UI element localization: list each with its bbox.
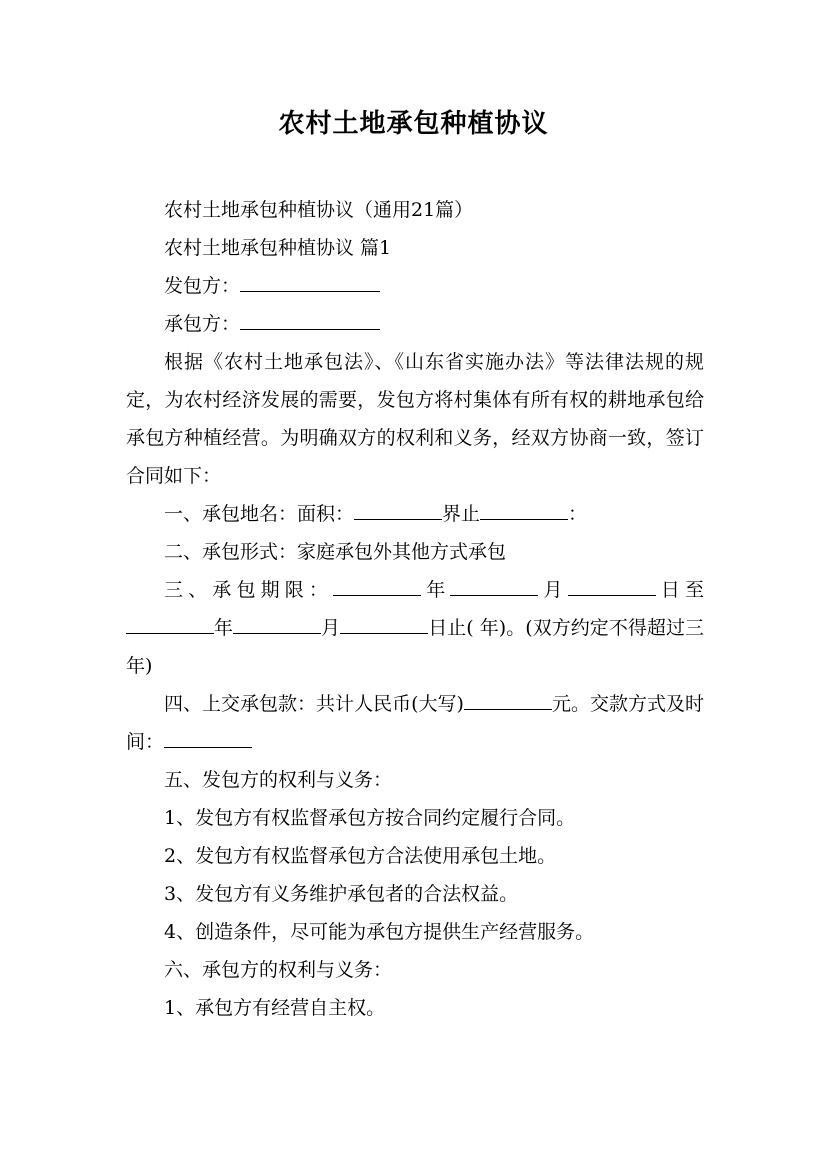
item2-line: 二、承包形式：家庭承包外其他方式承包	[164, 541, 507, 563]
item6-1: 1、承包方有经营自主权。	[164, 997, 386, 1019]
item1-boundary-label: 界止	[442, 503, 481, 525]
start-month-blank	[450, 577, 538, 596]
item3-month-2: 月	[321, 617, 341, 639]
end-month-blank	[233, 615, 321, 634]
end-day-blank	[340, 615, 428, 634]
item4-line	[126, 685, 704, 761]
item3-line	[126, 571, 704, 685]
party-b-blank	[240, 311, 380, 330]
item1-line	[126, 495, 704, 533]
party-b-label: 承包方：	[164, 313, 241, 335]
payment-method-blank	[164, 729, 252, 748]
heading-general: 农村土地承包种植协议（通用21篇）	[164, 199, 474, 221]
item1-colon: ：	[568, 503, 588, 525]
party-a-label: 发包方：	[164, 275, 241, 297]
item5-1: 1、发包方有权监督承包方按合同约定履行合同。	[164, 807, 576, 829]
boundary-blank	[480, 501, 568, 520]
item3-day-to: 日至	[655, 579, 704, 601]
item3-label: 三、承包期限：	[164, 579, 334, 601]
heading-part1: 农村土地承包种植协议 篇1	[164, 237, 392, 259]
party-a-line	[126, 267, 704, 305]
item4-label: 四、上交承包款：共计人民币(大写)	[164, 693, 464, 715]
intro-paragraph: 根据《农村土地承包法》、《山东省实施办法》等法律法规的规定，为农村经济发展的需要，发包方将村集体有所有权的耕地承包给承包方种植经营。为明确双方的权利和义务，经双方协商一致，签订合同如下：	[126, 351, 704, 487]
item5-heading: 五、发包方的权利与义务：	[164, 769, 393, 791]
item4-payment-label: 元。交款方式及时间：	[126, 693, 704, 753]
party-a-blank	[240, 273, 380, 292]
area-blank	[354, 501, 442, 520]
end-year-blank	[126, 615, 214, 634]
item3-day-end: 日止( 年)。(双方约定不得超过三年)	[126, 617, 704, 677]
party-b-line	[126, 305, 704, 343]
item3-month-1: 月	[538, 579, 568, 601]
amount-blank	[464, 691, 552, 710]
start-year-blank	[333, 577, 421, 596]
start-day-blank	[568, 577, 656, 596]
document-body	[126, 191, 704, 1027]
item6-heading: 六、承包方的权利与义务：	[164, 959, 393, 981]
item1-label: 一、承包地名：面积：	[164, 503, 355, 525]
document-title: 农村土地承包种植协议	[278, 109, 549, 139]
item5-4: 4、创造条件，尽可能为承包方提供生产经营服务。	[164, 921, 595, 943]
item3-year-2: 年	[214, 617, 234, 639]
item5-2: 2、发包方有权监督承包方合法使用承包土地。	[164, 845, 557, 867]
item5-3: 3、发包方有义务维护承包者的合法权益。	[164, 883, 519, 905]
item3-year-1: 年	[421, 579, 451, 601]
